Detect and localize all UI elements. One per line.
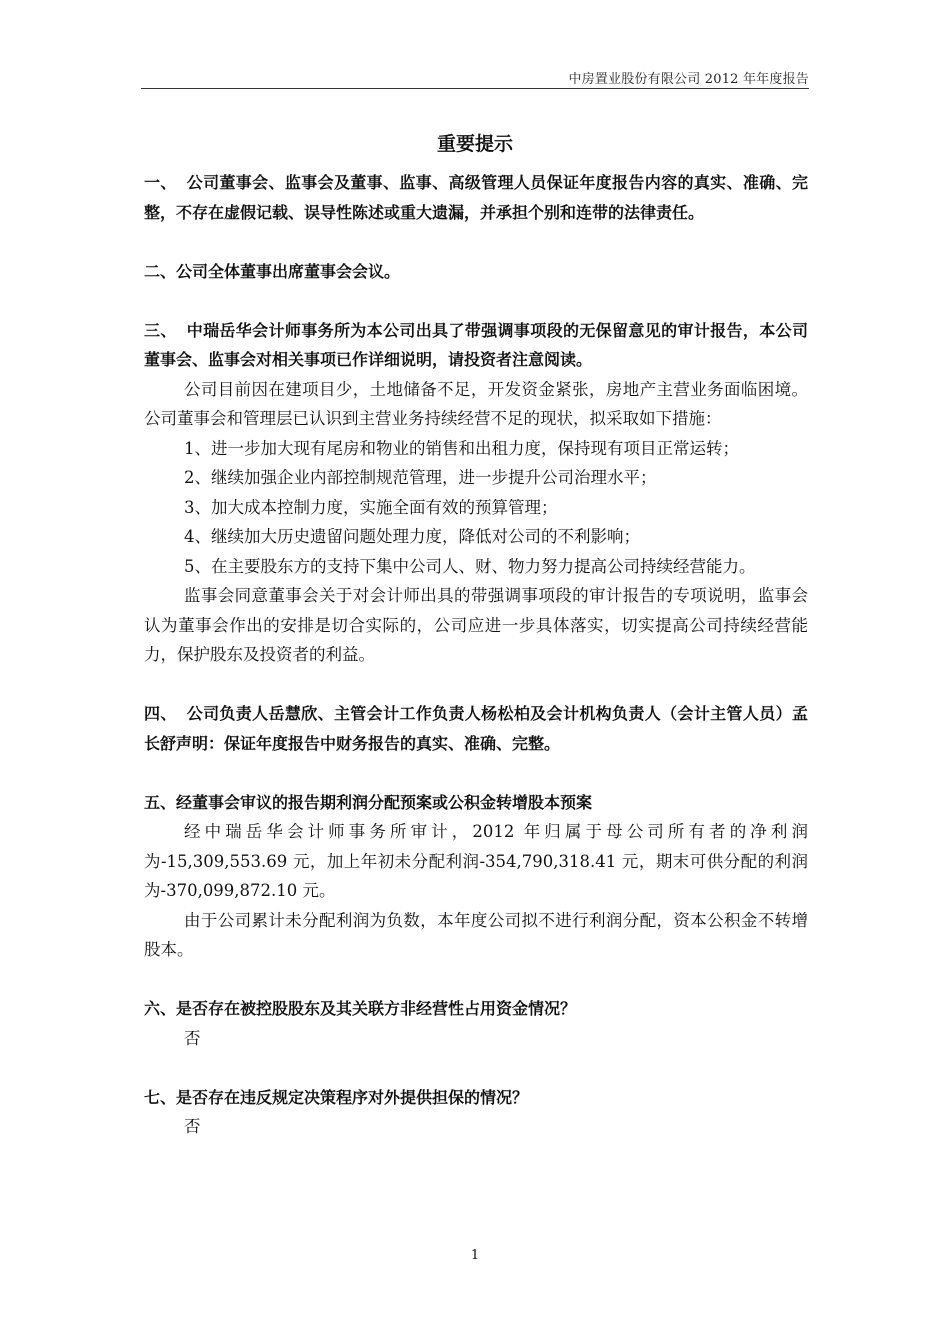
list-item: 2、继续加强企业内部控制规范管理，进一步提升公司治理水平； — [184, 468, 657, 487]
section-5-heading: 五、经董事会审议的报告期利润分配预案或公积金转增股本预案 — [144, 792, 593, 812]
section-4-number: 四、 — [144, 704, 177, 723]
section-1-number: 一、 — [144, 173, 177, 192]
list-item: 4、继续加大历史遗留问题处理力度，降低对公司的不利影响； — [184, 527, 640, 546]
section-1-heading — [144, 168, 808, 227]
section-5-paragraph-2: 由于公司累计未分配利润为负数，本年度公司拟不进行利润分配，资本公积金不转增股本。 — [144, 910, 808, 959]
section-4-text: 公司负责人岳慧欣、主管会计工作负责人杨松柏及会计机构负责人（会计主管人员）孟长舒声明：保证年度报告中财务报告的真实、准确、完整。 — [144, 704, 808, 753]
list-item: 1、进一步加大现有尾房和物业的销售和出租力度，保持现有项目正常运转； — [184, 438, 739, 458]
document-body — [144, 168, 808, 1142]
section-3-heading — [144, 316, 808, 375]
list-item: 3、加大成本控制力度，实施全面有效的预算管理； — [184, 497, 558, 517]
page-title: 重要提示 — [436, 133, 513, 155]
section-5-paragraph-1: 经中瑞岳华会计师事务所审计，2012 年归属于母公司所有者的净利润为-15,309,553.69 元，加上年初未分配利润-354,790,318.41 元，期末可供分配的利润为-370,099,872.10 元。 — [144, 822, 808, 900]
section-2-heading: 二、公司全体董事出席董事会会议。 — [144, 261, 401, 281]
section-6-answer: 否 — [184, 1028, 201, 1048]
section-7-answer: 否 — [184, 1117, 201, 1136]
section-6-heading: 六、是否存在被控股股东及其关联方非经营性占用资金情况？ — [144, 999, 577, 1018]
list-item: 5、在主要股东方的支持下集中公司人、财、物力努力提高公司持续经营能力。 — [184, 556, 756, 576]
section-7-heading: 七、是否存在违反规定决策程序对外提供担保的情况？ — [144, 1087, 529, 1107]
section-4-heading — [144, 699, 808, 758]
header-text: 中房置业股份有限公司 2012 年年度报告 — [568, 72, 809, 87]
section-3-text: 中瑞岳华会计师事务所为本公司出具了带强调事项段的无保留意见的审计报告，本公司董事会、监事会对相关事项已作详细说明，请投资者注意阅读。 — [144, 320, 808, 369]
page-number: 1 — [470, 1248, 480, 1263]
section-3-number: 三、 — [144, 320, 177, 340]
section-3-paragraph-1: 公司目前因在建项目少，土地储备不足，开发资金紧张，房地产主营业务面临困境。公司董事会和管理层已认识到主营业务持续经营不足的现状，拟采取如下措施： — [144, 379, 808, 428]
section-1-text: 公司董事会、监事会及董事、监事、高级管理人员保证年度报告内容的真实、准确、完整，不存在虚假记载、误导性陈述或重大遗漏，并承担个别和连带的法律责任。 — [144, 173, 808, 222]
page-header — [141, 66, 809, 89]
section-3-paragraph-2: 监事会同意董事会关于对会计师出具的带强调事项段的审计报告的专项说明，监事会认为董事会作出的安排是切合实际的，公司应进一步具体落实，切实提高公司持续经营能力，保护股东及投资者的利益。 — [144, 586, 808, 664]
